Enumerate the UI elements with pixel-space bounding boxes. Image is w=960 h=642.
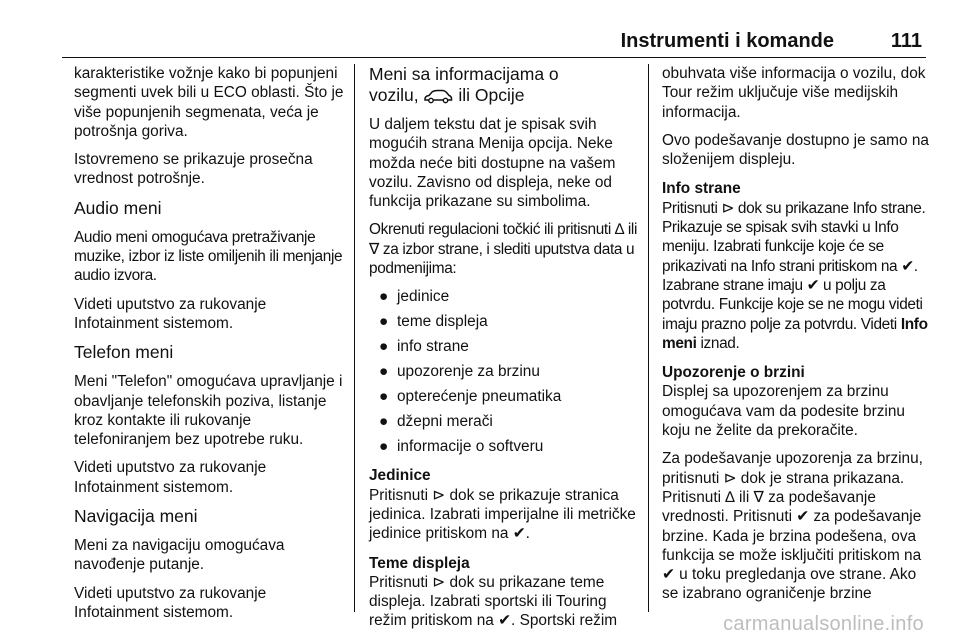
list-item: ● teme displeja bbox=[379, 313, 488, 331]
section-heading-navigation: Navigacija meni bbox=[74, 506, 198, 527]
paragraph: Pritisnuti ⊳ dok su prikazane Info strane. Prikazuje se spisak svih stavki u Info meniju. Izabrati funkcije koje će se prikazivati na Info strani pritiskom na ✔. Izabrane strane imaju ✔ u polju za potvrdu. Funkcije koje se ne mogu videti imaju prazno polje za potvrdu. Videti Info meni iznad. bbox=[662, 199, 928, 352]
column-divider-1 bbox=[354, 64, 355, 612]
paragraph: Meni "Telefon" omogućava upravljanje i obavljanje telefonskih poziva, listanje kroz kontakte ili rukovanje telefoniranjem bez upotrebe ruku. bbox=[74, 373, 343, 449]
list-item: ● info strane bbox=[379, 338, 469, 356]
paragraph: Meni za navigaciju omogućava navođenje putanje. bbox=[74, 537, 285, 574]
list-item: ● jedinice bbox=[379, 288, 450, 306]
cross-reference: Info meni bbox=[662, 315, 928, 352]
list-item: ● informacije o softveru bbox=[379, 438, 544, 456]
column-middle bbox=[369, 64, 641, 640]
heading-line-2-start: vozilu, bbox=[369, 85, 419, 105]
heading-line-2-end: ili Opcije bbox=[458, 85, 525, 105]
paragraph: Okrenuti regulacioni točkić ili pritisnuti ∆ ili ∇ za izbor strane, i slediti uputstva data u podmenijima: bbox=[369, 221, 638, 278]
paragraph: Videti uputstvo za rukovanje Infotainment sistemom. bbox=[74, 459, 267, 496]
paragraph: Ovo podešavanje dostupno je samo na složenijem displeju. bbox=[662, 131, 929, 169]
section-heading-vehicle-info bbox=[369, 64, 641, 106]
paragraph: Pritisnuti ⊳ dok su prikazane teme displeja. Izabrati sportski ili Touring režim pritiskom na ✔. Sportski režim bbox=[369, 573, 618, 630]
column-right bbox=[662, 64, 934, 613]
subheading-speed-warning: Upozorenje o brzini bbox=[662, 364, 805, 382]
paragraph: Videti uputstvo za rukovanje Infotainment sistemom. bbox=[74, 295, 267, 332]
list-item: ● upozorenje za brzinu bbox=[379, 363, 540, 381]
paragraph: karakteristike vožnje kako bi popunjeni segmenti uvek bili u ECO oblasti. Što je više popunjenih segmenata, veća je potrošnja goriva. bbox=[74, 65, 344, 140]
heading-line-1: Meni sa informacijama o bbox=[369, 64, 559, 84]
paragraph: Pritisnuti ⊳ dok se prikazuje stranica jedinica. Izabrati imperijalne ili metričke jedinice pritiskom na ✔. bbox=[369, 486, 636, 543]
list-item: ● opterećenje pneumatika bbox=[379, 388, 562, 406]
paragraph: U daljem tekstu dat je spisak svih mogućih strana Menija opcija. Neke možda neće biti dostupne na vašem vozilu. Zavisno od displeja, neke od funkcija prikazane su simbolima. bbox=[369, 116, 616, 211]
paragraph: Videti uputstvo za rukovanje Infotainment sistemom. bbox=[74, 584, 267, 621]
header-rule bbox=[62, 57, 926, 58]
car-icon bbox=[423, 88, 453, 104]
paragraph: Audio meni omogućava pretraživanje muzike, izbor iz liste omiljenih ili menjanje audio izvora. bbox=[74, 228, 343, 285]
subheading-themes: Teme displeja bbox=[369, 554, 470, 572]
list-item: ● džepni merači bbox=[379, 413, 493, 431]
paragraph: Istovremeno se prikazuje prosečna vrednost potrošnje. bbox=[74, 151, 313, 188]
column-divider-2 bbox=[648, 64, 649, 612]
submenu-list bbox=[369, 287, 641, 456]
paragraph: Displej sa upozorenjem za brzinu omogućava vam da podesite brzinu koju ne želite da prekoračite. bbox=[662, 383, 905, 440]
subheading-units: Jedinice bbox=[369, 467, 431, 485]
section-heading-phone: Telefon meni bbox=[74, 342, 174, 363]
column-left bbox=[74, 64, 346, 631]
subheading-info-pages: Info strane bbox=[662, 180, 741, 198]
section-heading-audio: Audio meni bbox=[74, 197, 162, 218]
page-header bbox=[62, 26, 926, 58]
paragraph: Za podešavanje upozorenja za brzinu, pritisnuti ⊳ dok je strana prikazana. Pritisnuti ∆ ili ∇ za podešavanje vrednosti. Pritisnuti ✔ za podešavanje brzine. Kada je brzina podešena, ova funkcija se može isključiti pritiskom na ✔ u toku pregledanja ove strane. Ako se izabrano ograničenje brzine bbox=[662, 450, 923, 603]
paragraph: obuhvata više informacija o vozilu, dok Tour režim uključuje više medijskih informacija. bbox=[662, 65, 926, 121]
chapter-title: Instrumenti i komande bbox=[620, 30, 834, 52]
watermark: carmanualsonline.info bbox=[723, 613, 924, 635]
page-number: 111 bbox=[890, 30, 922, 52]
